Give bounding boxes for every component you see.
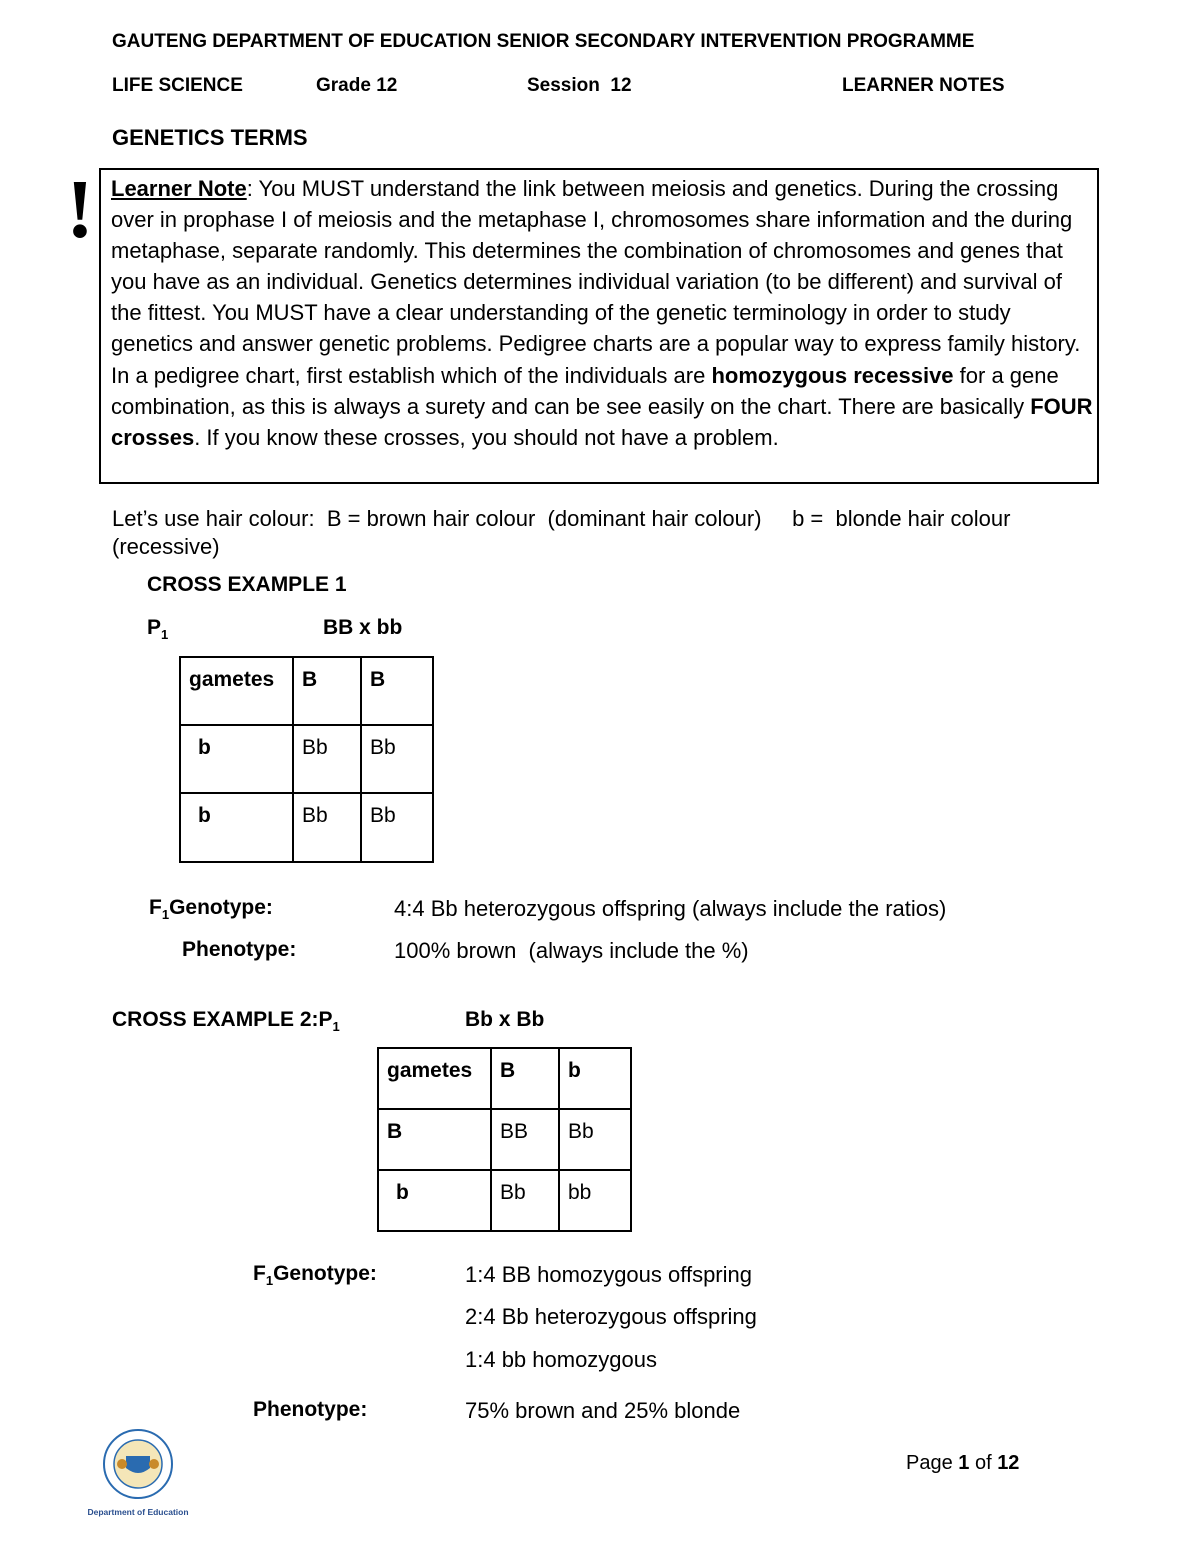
cross1-genotype-text: Genotype: xyxy=(169,896,273,919)
cross2-cell: Bb xyxy=(491,1170,559,1231)
cross2-cell: BB xyxy=(491,1109,559,1170)
gauteng-logo xyxy=(82,1428,194,1518)
logo-caption: Department of Education xyxy=(87,1507,189,1517)
cross1-p-sub: 1 xyxy=(161,627,169,643)
learner-note-label: Learner Note xyxy=(111,176,247,201)
page-total: 12 xyxy=(997,1452,1020,1474)
learner-note-bold1: homozygous recessive xyxy=(711,362,954,388)
cross2-f-sub: 1 xyxy=(265,1273,274,1289)
cross1-parents: BB x bb xyxy=(323,616,403,639)
cross2-title-sub: 1 xyxy=(332,1019,340,1035)
session-label: Session 12 xyxy=(527,75,632,96)
cross2-cell: gametes xyxy=(378,1048,491,1109)
cross2-genotype-label xyxy=(253,1262,377,1288)
cross1-f: F xyxy=(149,896,162,919)
cross1-cell: gametes xyxy=(180,657,293,725)
cross1-phenotype-value: 100% brown (always include the %) xyxy=(394,938,749,963)
cross1-genotype-value: 4:4 Bb heterozygous offspring (always include the ratios) xyxy=(394,896,947,921)
cross2-punnett-table xyxy=(377,1047,632,1232)
subject-label: LIFE SCIENCE xyxy=(112,75,243,96)
intro-line2: (recessive) xyxy=(112,534,220,559)
cross2-phenotype-label: Phenotype: xyxy=(253,1398,368,1421)
cross1-p: P xyxy=(147,616,162,639)
cross2-genotype-value-1: 1:4 BB homozygous offspring xyxy=(465,1262,752,1287)
cross2-cell: bb xyxy=(559,1170,631,1231)
page-prefix: Page xyxy=(906,1452,959,1474)
cross2-cell: B xyxy=(491,1048,559,1109)
cross2-genotype-text: Genotype: xyxy=(273,1262,377,1285)
grade-label: Grade 12 xyxy=(316,75,398,96)
cross1-cell: B xyxy=(361,657,433,725)
cross1-cell: b xyxy=(180,793,293,862)
page-of: of xyxy=(969,1452,998,1474)
programme-header: GAUTENG DEPARTMENT OF EDUCATION SENIOR SECONDARY INTERVENTION PROGRAMME xyxy=(112,31,975,52)
cross2-cell: Bb xyxy=(559,1109,631,1170)
learner-note-text xyxy=(111,173,1096,453)
cross1-phenotype-label: Phenotype: xyxy=(182,938,297,961)
cross1-title: CROSS EXAMPLE 1 xyxy=(147,573,347,596)
cross1-genotype-label xyxy=(149,896,273,922)
learner-note-bold2: FOUR crosses xyxy=(111,393,1093,450)
learner-note-part2: for a gene combination, as this is always a surety and can be see easily on the chart. There are basically xyxy=(111,362,1059,419)
learner-note-part3: . If you know these crosses, you should not have a problem. xyxy=(194,424,779,450)
cross1-cell: Bb xyxy=(361,725,433,793)
section-title: GENETICS TERMS xyxy=(112,125,308,150)
cross2-cell: b xyxy=(378,1170,491,1231)
doc-type-label: LEARNER NOTES xyxy=(842,75,1005,96)
cross2-title-text: CROSS EXAMPLE 2:P xyxy=(112,1008,333,1031)
cross2-cell: B xyxy=(378,1109,491,1170)
cross1-cell: Bb xyxy=(293,725,361,793)
learner-note-part1: : You MUST understand the link between meiosis and genetics. During the crossing over in prophase I of meiosis and the metaphase I, chromosomes share information and the during metaphase, separate randomly. This determines the combination of chromosomes and genes that you have as an individual. Genetics determines individual variation (to be different) and survival of the fittest. You MUST have a clear understanding of the genetic terminology in order to study genetics and answer genetic problems. Pedigree charts are a popular way to express family history. In a pedigree chart, first establish which of the individuals are xyxy=(111,176,1081,388)
cross2-f: F xyxy=(253,1262,266,1285)
page-current: 1 xyxy=(958,1452,970,1474)
cross2-cell: b xyxy=(559,1048,631,1109)
cross2-genotype-value-3: 1:4 bb homozygous xyxy=(465,1347,658,1372)
exclamation-icon: ! xyxy=(66,163,94,256)
cross2-phenotype-value: 75% brown and 25% blonde xyxy=(465,1398,741,1423)
cross1-cell: b xyxy=(180,725,293,793)
cross2-parents: Bb x Bb xyxy=(465,1008,545,1031)
intro-line1: Let’s use hair colour: B = brown hair colour (dominant hair colour) b = blonde hair colour xyxy=(112,506,1011,531)
cross2-genotype-value-2: 2:4 Bb heterozygous offspring xyxy=(465,1304,757,1329)
cross1-punnett-table xyxy=(179,656,434,863)
cross2-title xyxy=(112,1008,340,1034)
page-number xyxy=(906,1452,1019,1475)
cross1-cell: B xyxy=(293,657,361,725)
cross1-f-sub: 1 xyxy=(161,907,170,923)
cross1-cell: Bb xyxy=(293,793,361,862)
cross1-cell: Bb xyxy=(361,793,433,862)
cross1-p-label xyxy=(147,616,168,642)
